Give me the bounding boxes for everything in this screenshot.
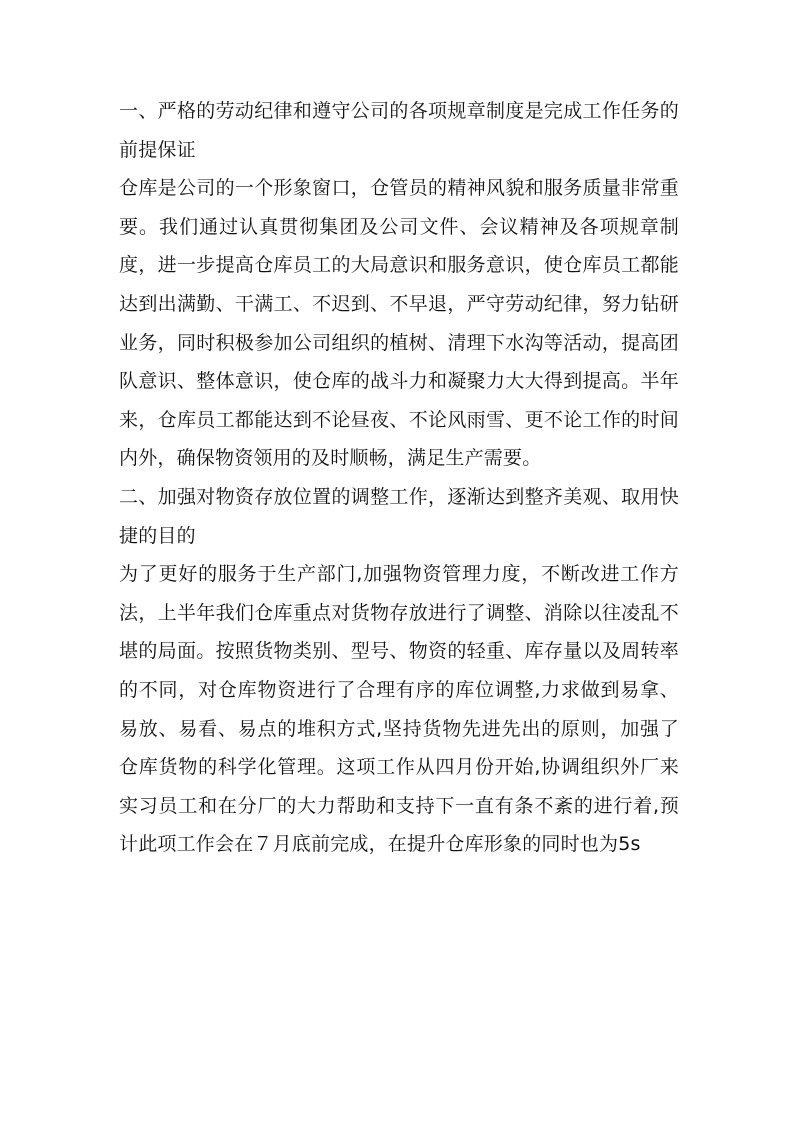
- document-page: [119, 92, 679, 864]
- body-paragraph-2: 为了更好的服务于生产部门,加强物资管理力度，不断改进工作方法，上半年我们仓库重点对货物存放进行了调整、消除以往凌乱不堪的局面。按照货物类别、型号、物资的轻重、库存量以及周转率的不同，对仓库物资进行了合理有序的库位调整,力求做到易拿、易放、易看、易点的堆积方式,坚持货物先进先出的原则，加强了仓库货物的科学化管理。这项工作从四月份开始,协调组织外厂来实习员工和在分厂的大力帮助和支持下一直有条不紊的进行着,预计此项工作会在７月底前完成，在提升仓库形象的同时也为5s: [119, 563, 679, 856]
- section-heading-2: 二、加强对物资存放位置的调整工作，逐渐达到整齐美观、取用快捷的目的: [119, 485, 679, 547]
- body-paragraph-1: 仓库是公司的一个形象窗口，仓管员的精神风貌和服务质量非常重要。我们通过认真贯彻集团及公司文件、会议精神及各项规章制度，进一步提高仓库员工的大局意识和服务意识，使仓库员工都能达到出满勤、干满工、不迟到、不早退，严守劳动纪律，努力钻研业务，同时积极参加公司组织的植树、清理下水沟等活动，提高团队意识、整体意识，使仓库的战斗力和凝聚力大大得到提高。半年来，仓库员工都能达到不论昼夜、不论风雨雪、更不论工作的时间内外，确保物资领用的及时顺畅，满足生产需要。: [119, 177, 679, 470]
- section-heading-1: 一、严格的劳动纪律和遵守公司的各项规章制度是完成工作任务的前提保证: [119, 100, 679, 161]
